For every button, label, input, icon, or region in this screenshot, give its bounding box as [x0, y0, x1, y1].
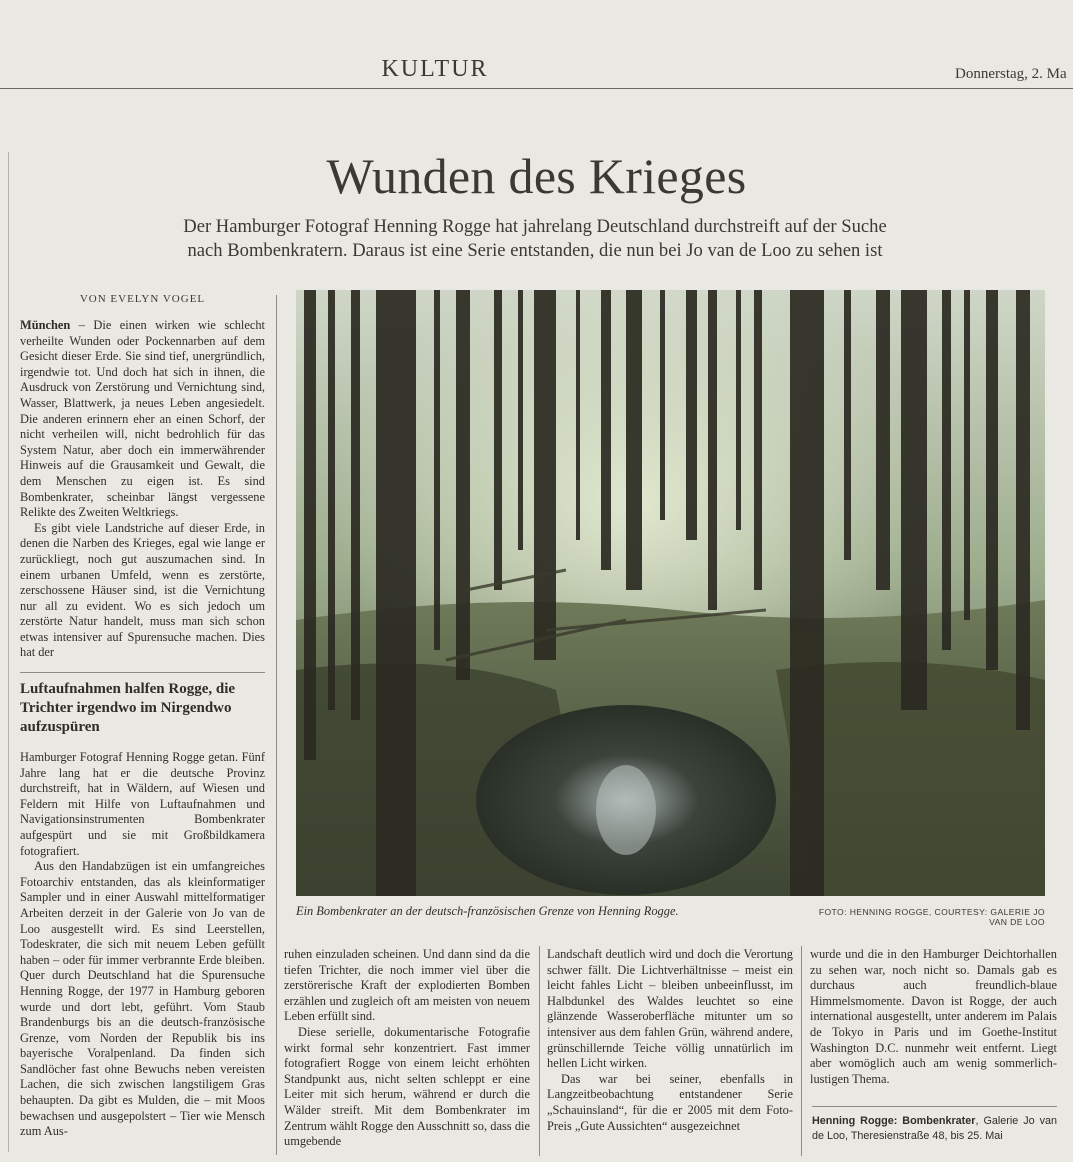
interhead-rule	[20, 672, 265, 673]
paragraph-9: wurde und die in den Hamburger Deichtorhallen zu sehen war, noch nicht so. Damals gab es durchaus auch freundlich-blaue Himmelsmomente. Davon ist Rogge, der auch international ausgestellt, unter anderem im Palais de Tokyo in Paris und im Goethe-Institut Washington D.C. nunmehr weit entfernt. Liegt aber womöglich auch am wenig sommerlich-lustigen Thema.	[810, 947, 1057, 1086]
photo-caption: Ein Bombenkrater an der deutsch-französischen Grenze von Henning Rogge.	[296, 904, 679, 918]
photo-illustration	[296, 290, 1045, 896]
dateline-place: München	[20, 318, 71, 332]
interheadline: Luftaufnahmen halfen Rogge, die Trichter irgendwo im Nirgendwo aufzuspüren	[20, 681, 236, 735]
paragraph-6: Diese serielle, dokumentarische Fotografie wirkt formal sehr konzentriert. Fast immer fotografiert Rogge von einem leicht erhöhten Standpunkt aus, nicht selten schleppt er eine Leiter mit sich herum, während er durch die Wälder streift. Mit dem Bombenkrater im Zentrum wählt Rogge den Ausschnitt so, dass die umgebende	[284, 1024, 530, 1149]
column-2	[284, 947, 530, 1150]
column-1-bottom	[20, 750, 265, 1140]
column-divider-1	[276, 295, 277, 1155]
paragraph-3: Hamburger Fotograf Henning Rogge getan. Fünf Jahre lang hat er die deutsche Provinz durchstreift, hat in Wäldern, auf Wiesen und Feldern mit Hilfe von Luftaufnahmen und Navigationsinstrumenten Bombenkrater aufgespürt und sie mit Großbildkamera fotografiert.	[20, 750, 265, 858]
paragraph-8: Das war bei seiner, ebenfalls in Langzeitbeobachtung entstandener Serie „Schauinsland“, für die er 2005 mit dem Foto-Preis „Gute Aussichten“ ausgezeichnet	[547, 1071, 793, 1133]
left-margin-line	[8, 152, 9, 1152]
article-subheadline	[110, 215, 960, 263]
paragraph-5: ruhen einzuladen scheinen. Und dann sind da die tiefen Trichter, die noch immer viel über die zerstörerische Kraft der explodierten Bomben erzählen und zugleich oft am meisten von neuem Leben erfüllt sind.	[284, 947, 530, 1024]
column-divider-3	[801, 946, 802, 1156]
infobox-title: Henning Rogge: Bombenkrater	[812, 1115, 976, 1127]
paragraph-1	[20, 318, 265, 521]
issue-date: Donnerstag, 2. Ma	[955, 66, 1067, 82]
column-1-top	[20, 318, 265, 661]
column-4	[810, 947, 1057, 1087]
header-rule	[0, 88, 1073, 89]
exhibition-infobox	[812, 1114, 1057, 1144]
paragraph-1-text: – Die einen wirken wie schlecht verheilte Wunden oder Pockennarben auf dem Gesicht dieser Erde. Sie sind tief, unergründlich, irgendwie tot. Und doch hat sich in ihnen, die Ausdruck von Zerstörung und Vernichtung sind, Wasser, Blattwerk, ja neues Leben angesiedelt. Die anderen erinnern eher an einen Schorf, der nicht verheilen will, nicht bedrohlich für das System Natur, aber doch ein immerwährender Hinweis auf die Grausamkeit und Gewalt, die dem Menschen zu eigen ist. Es sind Bombenkrater, scheinbar längst vergessene Relikte des Zweiten Weltkriegs.	[20, 318, 265, 520]
forest-crater-photo	[296, 290, 1045, 896]
paragraph-4: Aus den Handabzügen ist ein umfangreiches Fotoarchiv entstanden, das als kleinformatiger Sampler und in einer Auswahl mittelformatiger Arbeiten derzeit in der Galerie von Jo van de Loo ausgestellt wird. Es sind Leerstellen, Todeskrater, die sich mit neuem Leben gefüllt haben – oder für immer verbrannte Erde bleiben. Quer durch Deutschland hat die Spurensuche Henning Rogge, der 1977 in Hamburg geboren wurde und dort lebt, geführt. Vom Staub Brandenburgs bis an die deutsch-französische Grenze, vom Norden der Republik bis ins bayerische Voralpenland. Da finden sich Sandlöcher fast ohne Bewuchs neben vereisten Lachen, die sich zwischen langstiligem Gras behaupten. Da gibt es Mulden, die – mit Moos bewachsen und ausgepolstert – Tier wie Mensch zum Aus-	[20, 859, 265, 1139]
infobox-details: , Galerie Jo van de Loo, Theresienstraße 48, bis 25. Mai	[812, 1115, 1057, 1142]
subheadline-line-2: nach Bombenkratern. Daraus ist eine Serie entstanden, die nun bei Jo van de Loo zu sehen ist	[187, 240, 883, 261]
paragraph-2: Es gibt viele Landstriche auf dieser Erde, in denen die Narben des Krieges, egal wie lange er zurückliegt, noch gut auszumachen sind. In einem urbanen Umfeld, wenn es zerstörte, zerschossene Häuser sind, ist die Vernichtung nur all zu evident. Wo es sich jedoch um zerstörte Natur handelt, muss man sich schon etwas intensiver auf Spurensuche machen. Dies hat der	[20, 520, 265, 660]
photo-credit: FOTO: HENNING ROGGE, COURTESY: GALERIE JO VAN DE LOO	[818, 907, 1045, 927]
subheadline-line-1: Der Hamburger Fotograf Henning Rogge hat jahrelang Deutschland durchstreift auf der Suche	[183, 216, 887, 237]
article-headline: Wunden des Krieges	[326, 148, 747, 204]
byline: VON EVELYN VOGEL	[79, 293, 206, 305]
column-3	[547, 947, 793, 1134]
paragraph-7: Landschaft deutlich wird und doch die Verortung schwer fällt. Die Lichtverhältnisse – meist ein leicht fahles Licht – bleiben unbeeinflusst, im Halbdunkel des Waldes leuchtet so eine glänzende Wasseroberfläche mitunter um so intensiver aus dem fahlen Grün, während andere, grünschillernde Teiche völlig unnatürlich im hellen Licht wirken.	[547, 947, 793, 1071]
column-divider-2	[539, 946, 540, 1156]
section-title: KULTUR	[381, 56, 489, 82]
infobox-rule	[812, 1106, 1057, 1107]
